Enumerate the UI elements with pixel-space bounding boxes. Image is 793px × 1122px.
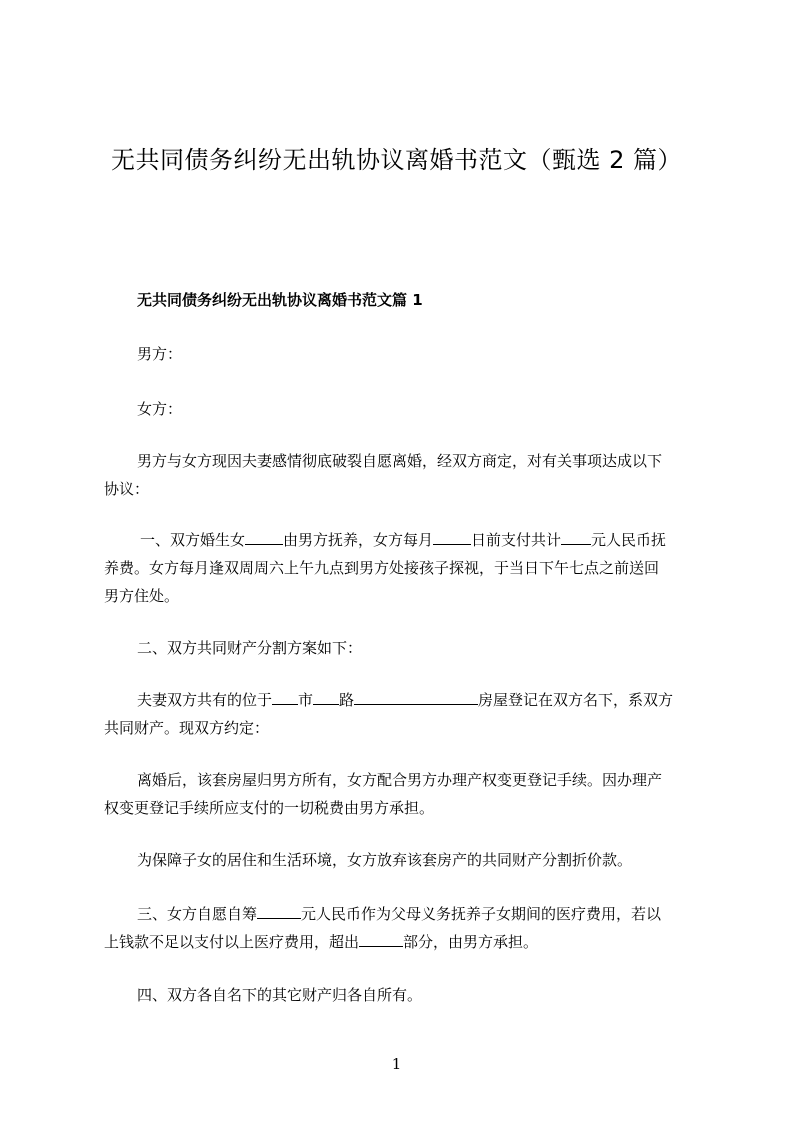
section-heading: 无共同债务纠纷无出轨协议离婚书范文篇 1 (137, 291, 423, 309)
item-2-heading (104, 634, 704, 662)
item-4-paragraph (104, 981, 704, 1009)
item3-line2-b: 部分，由男方承担。 (403, 933, 539, 951)
house-paragraph (104, 686, 704, 742)
blank-amount (561, 529, 591, 545)
house-text-d: 房屋登记在双方名下，系双方 (478, 691, 674, 709)
item4-text: 四、双方各自名下的其它财产归各自所有。 (137, 986, 423, 1004)
blank-medical-amount (257, 903, 301, 919)
divorce-line-1: 离婚后，该套房屋归男方所有，女方配合男方办理产权变更登记手续。因办理产 (137, 771, 663, 789)
blank-excess (359, 931, 403, 947)
item2-text: 二、双方共同财产分割方案如下： (137, 639, 363, 657)
item3-line2-a: 上钱款不足以支付以上医疗费用，超出 (104, 933, 360, 951)
blank-road (313, 689, 339, 705)
intro-paragraph (104, 447, 704, 503)
intro-line-2: 协议： (104, 480, 150, 498)
female-label: 女方： (137, 400, 183, 418)
house-text-a: 夫妻双方共有的位于 (137, 691, 273, 709)
blank-address (354, 689, 478, 705)
house-text-c: 路 (339, 691, 355, 709)
intro-line-1: 男方与女方现因夫妻感情彻底破裂自愿离婚，经双方商定，对有关事项达成以下 (137, 452, 663, 470)
item1-text-b: 由男方抚养，女方每月 (283, 531, 434, 549)
page-title: 无共同债务纠纷无出轨协议离婚书范文（甄选 2 篇） (110, 146, 683, 174)
house-line-2: 共同财产。现双方约定： (104, 719, 270, 737)
item3-text-a: 三、女方自愿自筹 (137, 905, 258, 923)
divorce-paragraph (104, 766, 704, 822)
item1-line-3: 男方住处。 (104, 587, 180, 605)
item-3-paragraph (104, 900, 704, 956)
male-party-line (104, 340, 704, 368)
divorce-line-2: 权变更登记手续所应支付的一切税费由男方承担。 (104, 799, 435, 817)
blank-city (272, 689, 298, 705)
item3-text-b: 元人民币作为父母义务抚养子女期间的医疗费用，若以 (301, 905, 662, 923)
blank-daughter-name (245, 529, 283, 545)
female-party-line (104, 395, 704, 423)
house-text-b: 市 (298, 691, 314, 709)
item-1-paragraph (104, 526, 704, 610)
protect-paragraph (104, 846, 704, 874)
protect-text: 为保障子女的居住和生活环境，女方放弃该套房产的共同财产分割折价款。 (137, 851, 633, 869)
blank-pay-day (433, 529, 471, 545)
item1-text-d: 元人民币抚 (591, 531, 667, 549)
item1-text-c: 日前支付共计 (471, 531, 562, 549)
item1-text-a: 一、双方婚生女 (140, 531, 246, 549)
item1-line-2: 养费。女方每月逢双周周六上午九点到男方处接孩子探视，于当日下午七点之前送回 (104, 559, 660, 577)
page-number: 1 (391, 1055, 402, 1073)
male-label: 男方： (137, 345, 183, 363)
